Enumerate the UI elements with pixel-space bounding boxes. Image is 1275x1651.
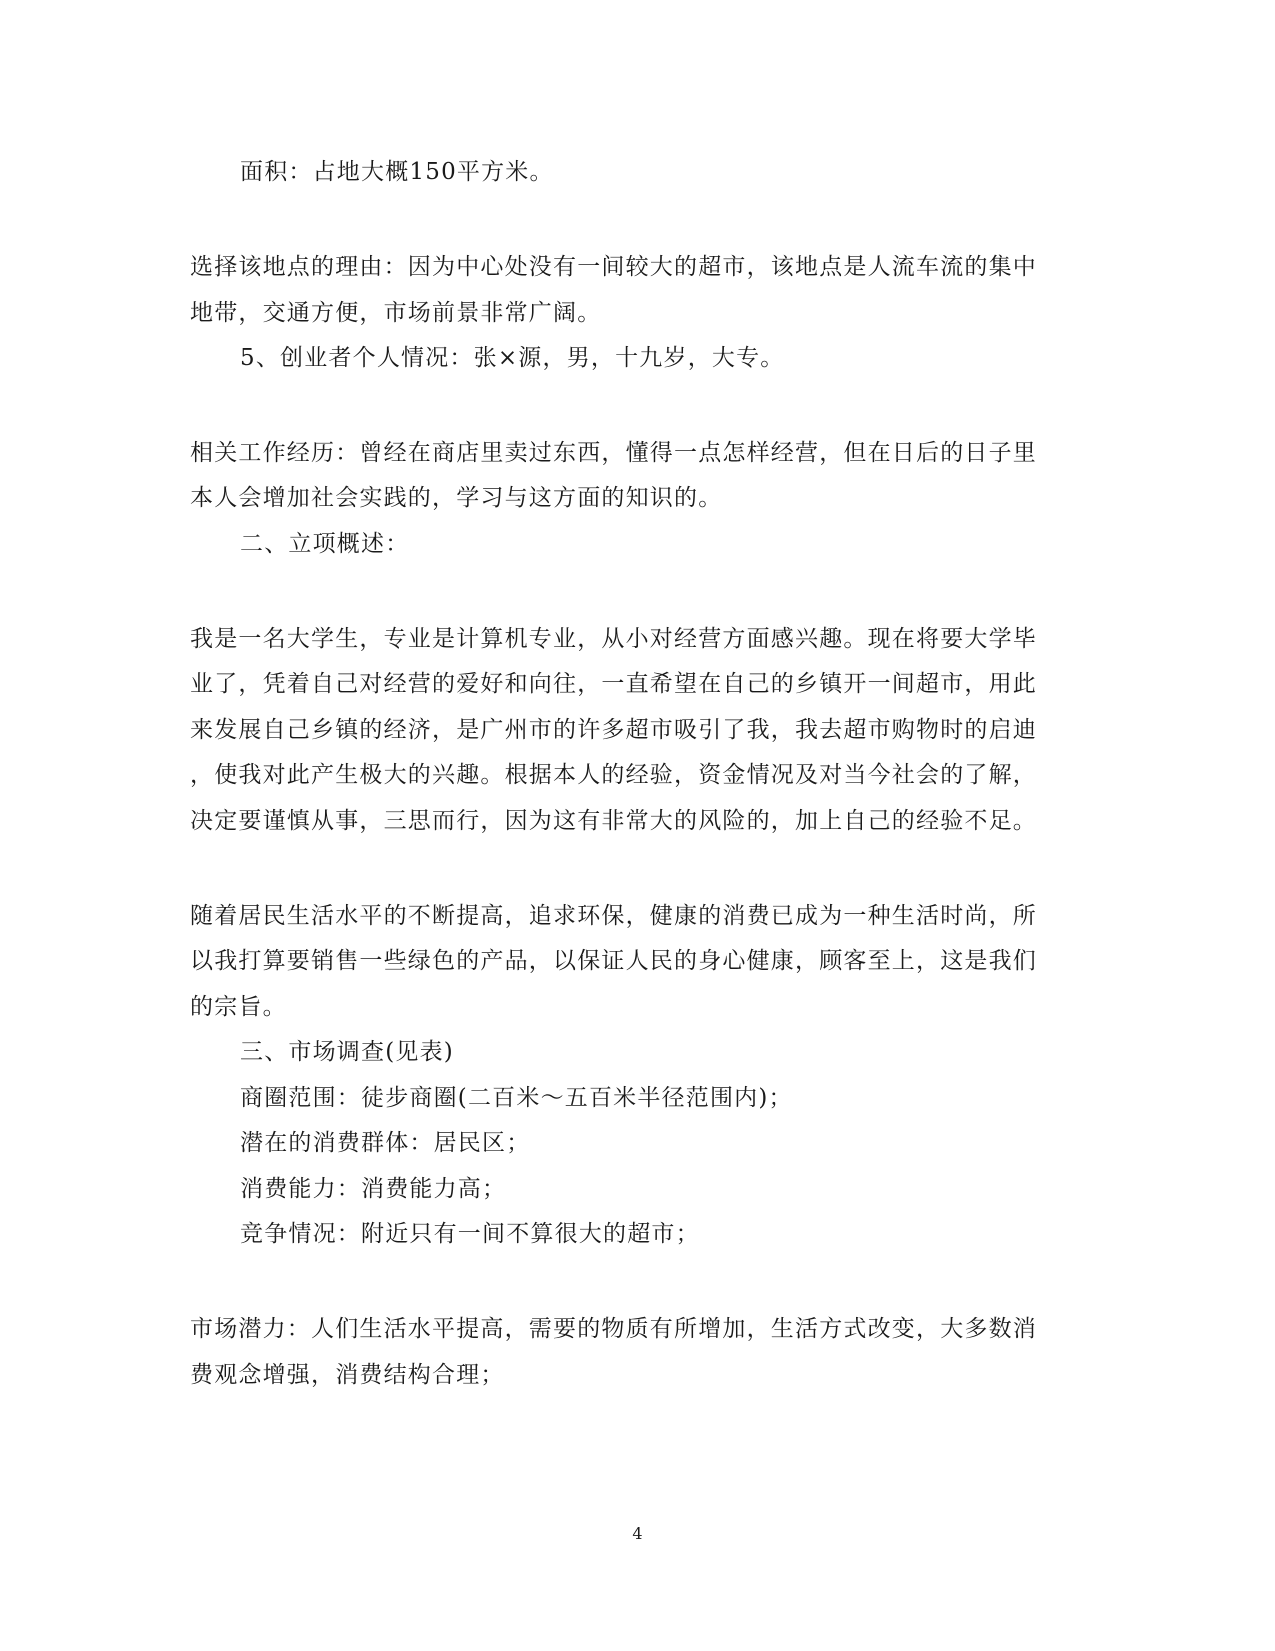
section-heading-project-overview: 二、立项概述： xyxy=(240,531,410,557)
text-line-area: 面积：占地大概150平方米。 xyxy=(240,159,554,185)
text-line-market-potential-2: 费观念增强，消费结构合理； xyxy=(190,1362,505,1388)
text-line-overview-3: 来发展自己乡镇的经济，是广州市的许多超市吸引了我，我去超市购物时的启迪 xyxy=(190,717,1037,743)
text-line-location-reason: 选择该地点的理由：因为中心处没有一间较大的超市，该地点是人流车流的集中 xyxy=(190,254,1037,280)
section-heading-market-survey: 三、市场调查(见表) xyxy=(240,1039,454,1065)
text-line-overview-4: ，使我对此产生极大的兴趣。根据本人的经验，资金情况及对当今社会的了解， xyxy=(190,762,1037,788)
text-line-overview-5: 决定要谨慎从事，三思而行，因为这有非常大的风险的，加上自己的经验不足。 xyxy=(190,808,1037,834)
text-line-overview-2: 业了，凭着自己对经营的爱好和向往，一直希望在自己的乡镇开一间超市，用此 xyxy=(190,671,1037,697)
text-line-work-experience-cont: 本人会增加社会实践的，学习与这方面的知识的。 xyxy=(190,485,723,511)
text-line-location-reason-cont: 地带，交通方便，市场前景非常广阔。 xyxy=(190,300,602,326)
text-line-potential-consumers: 潜在的消费群体：居民区； xyxy=(240,1130,531,1156)
text-line-green-products-1: 随着居民生活水平的不断提高，追求环保，健康的消费已成为一种生活时尚，所 xyxy=(190,903,1037,929)
page-number: 4 xyxy=(632,1524,643,1543)
text-line-trade-area: 商圈范围：徒步商圈(二百米～五百米半径范围内)； xyxy=(240,1085,793,1111)
text-line-founder-info: 5、创业者个人情况：张×源，男，十九岁，大专。 xyxy=(240,345,785,371)
text-line-overview-1: 我是一名大学生，专业是计算机专业，从小对经营方面感兴趣。现在将要大学毕 xyxy=(190,626,1037,652)
text-line-spending-power: 消费能力：消费能力高； xyxy=(240,1176,507,1202)
text-line-work-experience: 相关工作经历：曾经在商店里卖过东西，懂得一点怎样经营，但在日后的日子里 xyxy=(190,440,1037,466)
text-line-market-potential-1: 市场潜力：人们生活水平提高，需要的物质有所增加，生活方式改变，大多数消 xyxy=(190,1316,1037,1342)
text-line-competition: 竞争情况：附近只有一间不算很大的超市； xyxy=(240,1221,700,1247)
text-line-green-products-2: 以我打算要销售一些绿色的产品，以保证人民的身心健康，顾客至上，这是我们 xyxy=(190,948,1037,974)
text-line-green-products-3: 的宗旨。 xyxy=(190,994,287,1020)
